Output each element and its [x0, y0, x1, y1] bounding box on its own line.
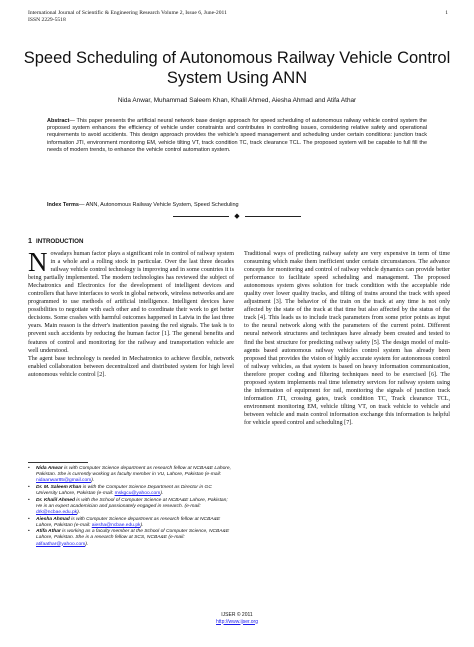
footnote-author-name: Dr. Khalil Ahmed — [36, 497, 75, 503]
footnote-text: is with Computer Science department as research fellow at NCBA&E Lahore, Pakistan (e-mail: — [36, 516, 221, 528]
footnote-author-name: Nida Anwar — [36, 466, 63, 471]
bullet-icon: • — [28, 497, 30, 503]
footnote-author-name: Dr. M. Saleem Khan — [36, 484, 82, 490]
issn: ISSN 2229-5518 — [28, 17, 66, 23]
drop-cap: N — [28, 247, 48, 277]
bullet-icon: • — [28, 466, 30, 471]
footnote-item — [28, 529, 234, 547]
footnote-end: ). — [160, 490, 164, 496]
divider-line-left — [173, 216, 229, 217]
left-column — [28, 247, 234, 379]
footnote-end: ). — [85, 541, 89, 547]
footnote-author-name: Atifa Athar — [36, 529, 61, 535]
footnote-text: is with Computer Science department as research fellow at NCBA&E Lahore, Pakistan. She is currently working as faculty member in VU, Lahore, Pakistan (e-mail: — [36, 466, 231, 478]
author-footnotes — [28, 466, 234, 548]
email-link[interactable]: drk@ncbae.edu.pk — [36, 509, 78, 515]
journal-citation: International Journal of Scientific & Engineering Research Volume 2, Issue 6, June-2011 — [28, 10, 227, 16]
email-link[interactable]: aiesha@ncbae.edu.pk — [91, 522, 141, 528]
footnote-end: ). — [140, 522, 144, 528]
right-column — [244, 250, 450, 427]
footnote-rule — [28, 462, 88, 463]
paper-title: Speed Scheduling of Autonomous Railway Vehicle Control System Using ANN — [23, 49, 451, 87]
section-heading — [28, 236, 83, 245]
abstract — [47, 118, 427, 154]
footnote-text: is with the School of Computer Science at NCBA&E Lahore, Pakistan; He is an expert academician and passionately engaged in research. (e-mail: — [36, 497, 228, 509]
footnote-end: ). — [77, 509, 81, 515]
bullet-icon: • — [28, 516, 30, 522]
diamond-icon: ◆ — [234, 212, 240, 220]
intro-paragraph-1 — [28, 247, 234, 355]
footnote-item — [28, 498, 234, 516]
bullet-icon: • — [28, 529, 30, 535]
footnote-item — [28, 517, 234, 529]
right-column-text: Traditional ways of predicting railway safety are very expensive in term of time consuming which make them inefficient under certain circumstances. The advance concepts for monitoring and control of railway vehicle dynamics can provide better performance to facilitate speed scheduling and management. The proposed autonomous system gives solution for track condition with the acceptable ride quality over lower quality tracks, and tilting of trains around the track with speed adjustment [3]. The behavior of the train on the track at any time is not only affected by the state of the track at that time but also affected by the status of the track [4]. This leads us to include track parameters from some prior points as input to the neural network along with the parameters of the current point. Different neural network structures and techniques have already been created and tested to find the best structure for predicting railway safety [5]. The design model of multi-agents based autonomous railway vehicles control system has already been proposed that provides the vision of highly accurate system for autonomous control of railway vehicles, as that system is based on heavy information communication, therefore proper coding and filtering techniques need to be exercised [6]. The proposed system implements real time telemetry services for railway system using the information of equipment for rail, monitoring the signals of junction track information JTI, crossing gates, track condition TC, Track clearance TCL, environment monitoring EM, vehicle tilting VT, on track vehicle to vehicle and between vehicle and main control information exchange this information is helpful for vehicle speed control and scheduling [7]. — [244, 251, 450, 426]
copyright: IJSER © 2011 — [221, 612, 253, 618]
footnote-text: is working as a faculty member at the School of Computer Science, NCBA&E Lahore, Pakistan. She is a research fellow at SCS, NCBA&E (e-mail: — [36, 529, 230, 541]
section-title: INTRODUCTION — [36, 238, 84, 245]
intro-paragraph-1-text: owadays human factor plays a significant role in control of railway system in a whole and a rolling stock in particular. Over the last three decades railway vehicle control technology is improving and in some countries it is being partially implemented. The modern technologies has reviewed the subject of Mechatronics and Electronics for the development of intelligent devices and controllers that have interfaces to work in global network, wireless networks and are programmed to use methods of artificial intelligence. Intelligent devices have possibilities to negotiate with each other and to coordinate their work to get better decisions. Some crashes with harmful outcomes happened in Latvia in the last three years. Main reason is the driver's inattention passing the red signals. The task is to prevent such accidents by reducing the human factor [1]. The general benefits and features of control and monitoring for the railway and transportation vehicle are well understood. — [28, 251, 234, 354]
bullet-icon: • — [28, 484, 30, 490]
abstract-text: — This paper presents the artificial neural network base design approach for speed scheduling of autonomous railway vehicle control system the proposed system enhances the efficiency of vehicle under constraints and contributes in controlling issues, considering relative safety and operational requirements to avoid accidents. This design approach provides the vehicle's speed management and scheduling under certain conditions: junction track information JTI, environment monitoring EM, vehicle tilting VT, track condition TC, track clearance TCL. The proposed system will be capable to full fill the needs of modern trends, to enhance the vehicle control automation system. — [47, 118, 427, 153]
index-terms-label: Index Terms — [47, 202, 79, 208]
email-link[interactable]: nidaanwar85@gmail.com — [36, 478, 92, 484]
email-link[interactable]: mskgcu@yahoo.com — [114, 490, 161, 496]
section-number: 1 — [28, 236, 32, 245]
footnote-end: ). — [91, 478, 95, 484]
footnote-text: is with the Computer Science Department as Director in GC University Lahore, Pakistan (e-mail: — [36, 484, 212, 496]
journal-url-link[interactable]: http://www.ijser.org — [216, 618, 258, 625]
page-footer — [20, 612, 454, 625]
email-link[interactable]: atifaathar@yahoo.com — [36, 541, 86, 547]
footnote-item — [28, 485, 234, 497]
section-divider — [160, 213, 314, 220]
index-terms — [47, 202, 427, 209]
footnote-author-name: Aiesha Ahmad — [36, 516, 70, 522]
abstract-label: Abstract — [47, 118, 70, 124]
intro-paragraph-2: The agent base technology is needed in Mechatronics to achieve flexible, network enabled collaboration between decentralized and distributed system for high level autonomous vehicle control [2]. — [28, 355, 234, 378]
index-terms-text: — ANN, Autonomous Railway Vehicle System, Speed Scheduling — [79, 202, 239, 208]
journal-header — [28, 10, 448, 24]
page-number: 1 — [445, 10, 448, 16]
author-list: Nida Anwar, Muhammad Saleem Khan, Khalil Ahmed, Aiesha Ahmad and Atifa Athar — [117, 97, 357, 104]
divider-line-right — [245, 216, 301, 217]
footnote-item — [28, 466, 234, 484]
